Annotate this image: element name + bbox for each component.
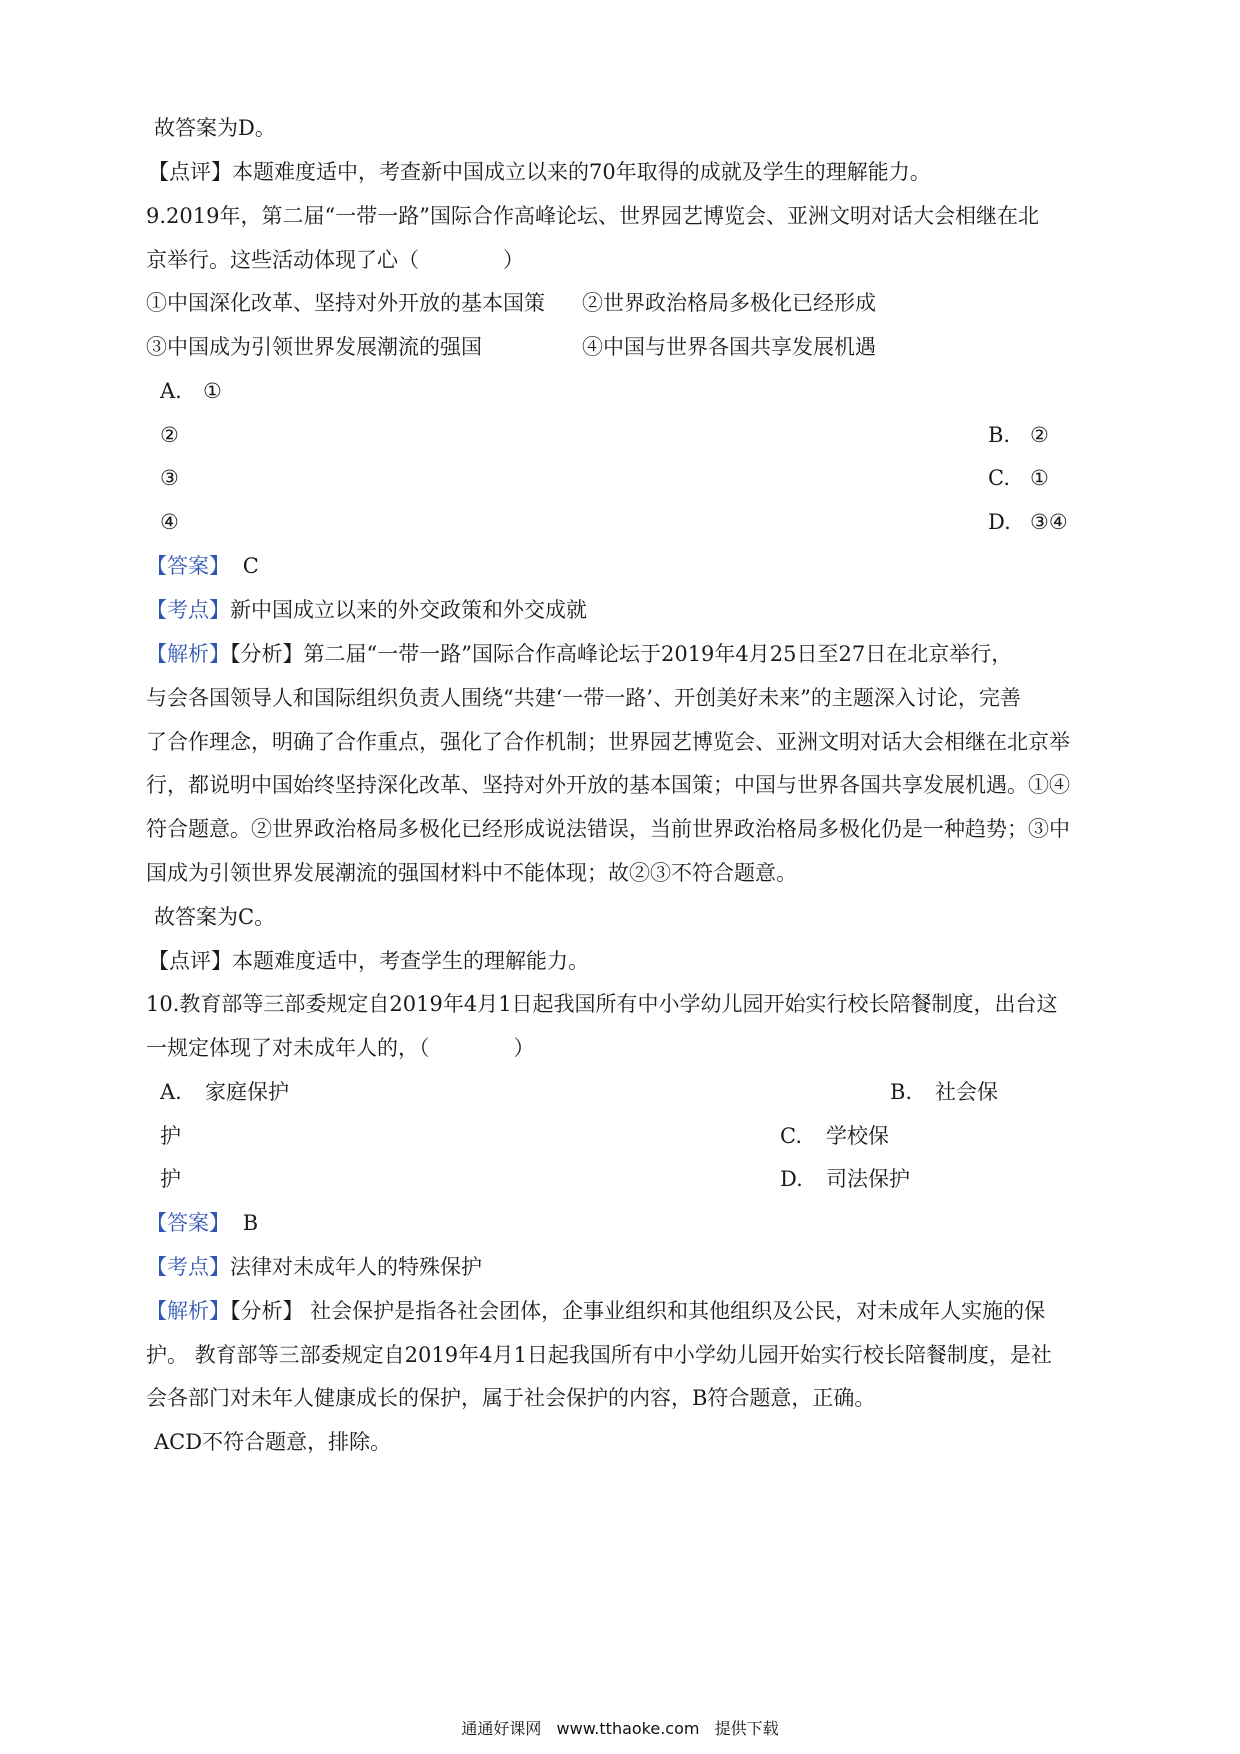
q10-option-d-label: D. <box>780 1167 803 1191</box>
q9-option-a-label: A. <box>160 379 182 403</box>
q9-option-a-value: ① <box>203 379 222 403</box>
q9-analysis-line1: 【分析】第二届“一带一路”国际合作高峰论坛于2019年4月25日至27日在北京举行， <box>230 642 1013 666</box>
footer-suffix: 提供下载 <box>714 1719 779 1738</box>
q10-answer-value: B <box>242 1211 259 1235</box>
q9-analysis-tag: 【解析】 <box>146 642 230 666</box>
q10-analysis-line2: 护。 教育部等三部委规定自2019年4月1日起我国所有中小学幼儿园开始实行校长陪餐制度，是社 <box>146 1343 1052 1367</box>
q9-comment: 【点评】本题难度适中，考查学生的理解能力。 <box>148 949 589 973</box>
q10-option-b-value: 社会保 <box>935 1080 998 1104</box>
q9-answer-row <box>146 553 259 579</box>
q10-analysis-line4: ACD不符合题意，排除。 <box>154 1430 392 1454</box>
footer-site-name: 通通好课网 <box>461 1719 542 1738</box>
q9-point-row <box>146 597 587 623</box>
q10-fragment-2: 护 <box>160 1167 181 1191</box>
q9-option-c-label: C. <box>988 466 1010 490</box>
q9-conclusion: 故答案为C。 <box>154 905 276 929</box>
q10-option-a-value: 家庭保护 <box>205 1080 289 1104</box>
q9-analysis-line5: 符合题意。②世界政治格局多极化已经形成说法错误，当前世界政治格局多极化仍是一种趋势；③中 <box>146 817 1070 841</box>
q9-option-c-value: ① <box>1030 466 1049 490</box>
q9-analysis-line2: 与会各国领导人和国际组织负责人围绕“共建‘一带一路’、开创美好未来”的主题深入讨论，完善 <box>146 686 1021 710</box>
q9-option-d-label: D. <box>988 510 1011 534</box>
q9-stem-line1: 9.2019年，第二届“一带一路”国际合作高峰论坛、世界园艺博览会、亚洲文明对话大会相继在北 <box>146 204 1039 228</box>
q10-option-c-label: C. <box>780 1124 802 1148</box>
prev-comment: 【点评】本题难度适中，考查新中国成立以来的70年取得的成就及学生的理解能力。 <box>148 160 931 184</box>
q9-analysis-row <box>146 641 1012 667</box>
q10-option-a-label: A. <box>160 1080 182 1104</box>
q10-option-c-value: 学校保 <box>826 1124 889 1148</box>
q10-point-text: 法律对未成年人的特殊保护 <box>230 1255 482 1279</box>
q9-statement-4: ④中国与世界各国共享发展机遇 <box>582 335 876 359</box>
q9-point-tag: 【考点】 <box>146 598 230 622</box>
footer-url[interactable]: www.tthaoke.com <box>556 1719 700 1738</box>
q9-fragment-4: ④ <box>160 510 179 534</box>
q9-stem-line2: 京举行。这些活动体现了心（ ） <box>146 248 524 272</box>
q9-analysis-line4: 行，都说明中国始终坚持深化改革、坚持对外开放的基本国策；中国与世界各国共享发展机遇。①④ <box>146 773 1070 797</box>
q10-analysis-tag: 【解析】 <box>146 1299 230 1323</box>
q10-option-b-label: B. <box>890 1080 913 1104</box>
q10-point-tag: 【考点】 <box>146 1255 230 1279</box>
q9-point-text: 新中国成立以来的外交政策和外交成就 <box>230 598 587 622</box>
q10-analysis-line1: 【分析】 社会保护是指各社会团体，企事业组织和其他组织及公民，对未成年人实施的保 <box>230 1299 1046 1323</box>
q10-option-d-value: 司法保护 <box>826 1167 910 1191</box>
q9-statement-2: ②世界政治格局多极化已经形成 <box>582 291 876 315</box>
q9-analysis-line3: 了合作理念，明确了合作重点，强化了合作机制；世界园艺博览会、亚洲文明对话大会相继在北京举 <box>146 730 1070 754</box>
page-footer <box>0 1716 1240 1739</box>
q9-option-b-label: B. <box>988 423 1011 447</box>
q9-statement-1: ①中国深化改革、坚持对外开放的基本国策 <box>146 291 545 315</box>
q9-option-d-value: ③④ <box>1030 510 1068 534</box>
q9-fragment-2: ② <box>160 423 179 447</box>
prev-conclusion: 故答案为D。 <box>154 116 276 140</box>
q9-answer-value: C <box>242 554 259 578</box>
q9-fragment-3: ③ <box>160 466 179 490</box>
q9-option-b-value: ② <box>1030 423 1049 447</box>
q10-stem-line1: 10.教育部等三部委规定自2019年4月1日起我国所有中小学幼儿园开始实行校长陪餐制度，出台这 <box>146 992 1058 1016</box>
q10-point-row <box>146 1254 482 1280</box>
q9-answer-tag: 【答案】 <box>146 554 230 578</box>
q10-fragment-1: 护 <box>160 1124 181 1148</box>
q10-answer-row <box>146 1210 258 1236</box>
q9-analysis-line6: 国成为引领世界发展潮流的强国材料中不能体现；故②③不符合题意。 <box>146 861 797 885</box>
q10-analysis-row <box>146 1298 1045 1324</box>
q9-statement-3: ③中国成为引领世界发展潮流的强国 <box>146 335 482 359</box>
q10-answer-tag: 【答案】 <box>146 1211 230 1235</box>
q10-analysis-line3: 会各部门对未年人健康成长的保护，属于社会保护的内容，B符合题意，正确。 <box>146 1386 876 1410</box>
q10-stem-line2: 一规定体现了对未成年人的，（ ） <box>146 1036 535 1060</box>
